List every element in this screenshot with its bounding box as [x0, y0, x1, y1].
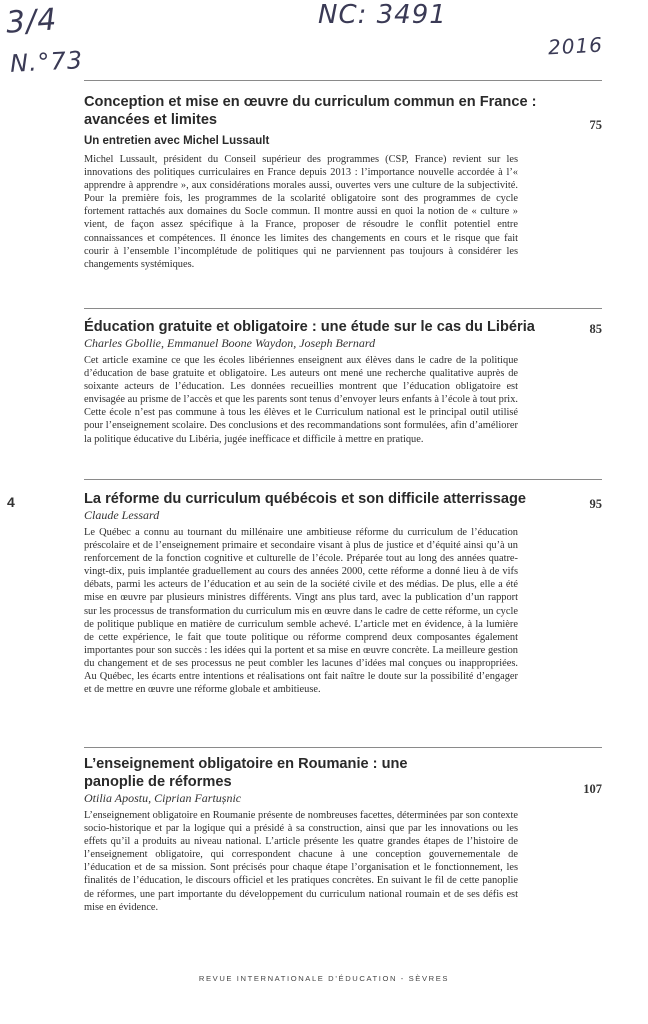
article-entry — [84, 490, 602, 696]
article-abstract: Michel Lussault, président du Conseil supérieur des programmes (CSP, France) revient sur les innovations des politiques curriculaires en France depuis 2013 : l’importance nouvelle accordée à l’« apprendre à apprendre », aux considérations morales aussi, ouvertes vers une culture de la subjectivité. Pour la première fois, les programmes de la scolarité obligatoire sont des programmes de cycle fortement rattachés aux domaines du Socle commun. Il montre aussi en quoi la notion de « culture » vient, de façon assez spécifique à la France, proposer de résoudre le conflit potentiel entre connaissances et compétences. Il énonce les limites des changements en cours et le risque que fait courir à l’ensemble l’incomplétude de politiques qui ne parviennent pas toujours à considérer les changements systémiques. — [84, 154, 518, 270]
article-authors: Otilia Apostu, Ciprian Fartușnic — [84, 791, 242, 805]
article-page-number: 85 — [589, 322, 602, 336]
article-title: Conception et mise en œuvre du curriculum commun en France : avancées et limites — [84, 94, 537, 128]
article-divider — [84, 80, 602, 81]
article-divider — [84, 479, 602, 480]
handwritten-nc-code: NC: 3491 — [318, 0, 447, 30]
article-divider — [84, 308, 602, 309]
article-abstract: Le Québec a connu au tournant du millénaire une ambitieuse réforme du curriculum de l’éducation préscolaire et de l’enseignement primaire et secondaire visant à plus de justice et d’équité ainsi qu’à un renforcement de la fonction cognitive et culturelle de l’école. Préparée tout au long des années quatre-vingt-dix, puis implantée graduellement au cours des années 2000, cette réforme a donné lieu à de vifs débats, parmi les acteurs de l’éducation et au sein de la société civile et des médias. De plus, elle a été mise en œuvre par plusieurs ministres différents. Vingt ans plus tard, avec la publication d’un rapport sur les processus de transformation du curriculum mis en œuvre dans le cadre de cette réforme, un cycle de politique publique en matière de curriculum semble achevé. L’article met en évidence, à la lumière de cette expérience, le fait que toute politique ou réforme comprend deux composantes également importantes pour son succès : les idées qui la portent et sa mise en œuvre concrète. La meilleure gestion du changement et de ses processus ne peut combler les lacunes d’idées mal conçues ou inappropriées. Au Québec, les écarts entre intentions et réalisations ont fait naître le doute sur la possibilité d’engager et de mettre en œuvre une réforme globale et ambitieuse. — [84, 527, 518, 696]
handwritten-reference: 3/4 — [4, 2, 59, 41]
article-page-number: 95 — [589, 497, 602, 511]
article-authors: Charles Gbollie, Emmanuel Boone Waydon, Joseph Bernard — [84, 336, 376, 350]
article-entry — [84, 755, 602, 914]
article-title: La réforme du curriculum québécois et son difficile atterrissage — [84, 491, 526, 507]
article-abstract: L’enseignement obligatoire en Roumanie présente de nombreuses facettes, déterminées par son contexte socio-historique et par la logique qui a présidé à sa construction, ainsi que par les innovations ou les effets qu’il a produits au niveau national. L’article présente les quatre grandes étapes de l’histoire de l’enseignement obligatoire, qui correspondent chacune à une conception gouvernementale de l’éducation et de sa mission. Sont précisés pour chaque étape l’organisation et le fonctionnement, les finalités de l’éducation, le discours officiel et les pratiques concrètes. En suivant le fil de cette panoplie de réformes, une part importante du développement du curriculum national roumain et de ses défis est mise en évidence. — [84, 810, 518, 913]
article-authors: Claude Lessard — [84, 508, 160, 522]
article-entry — [84, 318, 602, 446]
side-page-number: 4 — [7, 494, 15, 510]
article-page-number: 75 — [589, 118, 602, 132]
handwritten-year: 2016 — [547, 32, 604, 60]
article-entry — [84, 93, 602, 271]
article-title: Éducation gratuite et obligatoire : une étude sur le cas du Libéria — [84, 319, 535, 335]
article-title: L’enseignement obligatoire en Roumanie : une panoplie de réformes — [84, 756, 408, 790]
article-subtitle: Un entretien avec Michel Lussault — [84, 135, 270, 147]
journal-footer: REVUE INTERNATIONALE D’ÉDUCATION - SÈVRES — [198, 974, 450, 983]
article-divider — [84, 747, 602, 748]
article-abstract: Cet article examine ce que les écoles libériennes enseignent aux élèves dans le cadre de la politique d’éducation de base gratuite et obligatoire. Les auteurs ont mené une recherche qualitative auprès de soixante acteurs de l’éducation. Les données recueillies montrent que l’éducation obligatoire est envisagée au prisme de l’accès et que les parents sont tenus d’envoyer leurs enfants à l’école à tout prix. Cette école n’est pas commune à tous les élèves et le Curriculum national est le principal outil utilisé pour l’enseignement scolaire. Des conclusions et des recommandations sont formulées, afin d’améliorer la politique éducative du Libéria, jugée inefficace et difficile à mettre en pratique. — [84, 355, 518, 445]
article-page-number: 107 — [583, 782, 602, 796]
handwritten-issue-number: N.°73 — [9, 46, 84, 78]
